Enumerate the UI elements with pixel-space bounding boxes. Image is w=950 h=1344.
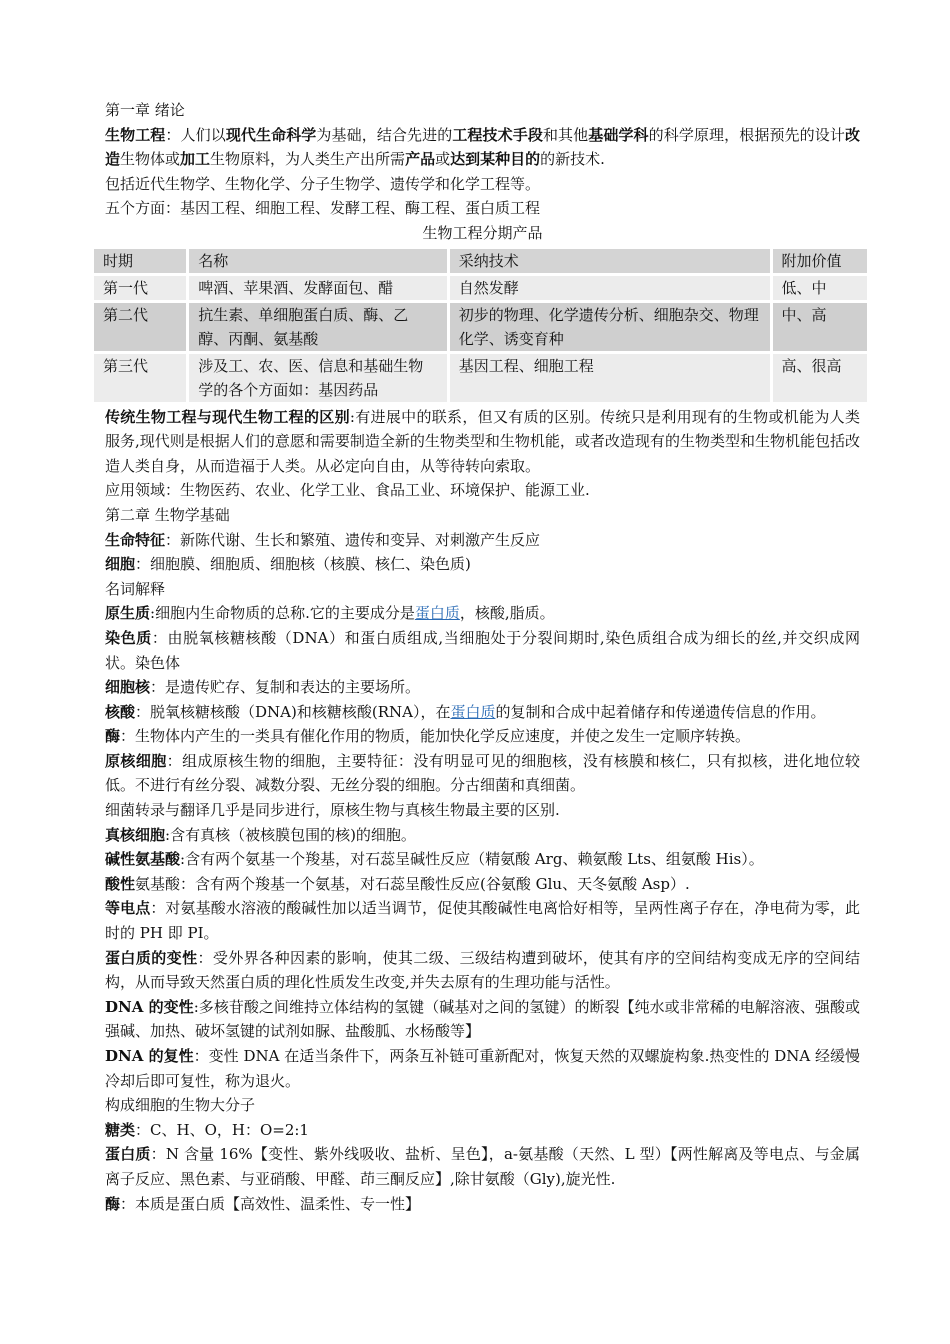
- includes-paragraph: 包括近代生物学、生物化学、分子生物学、遗传学和化学工程等。: [105, 174, 541, 193]
- header-cell: 附加价值: [773, 249, 867, 273]
- bacteria-note: 细菌转录与翻译几乎是同步进行，原核生物与真核生物最主要的区别.: [105, 801, 560, 820]
- bioengineering-definition: 生物工程：人们以现代生命科学为基础，结合先进的工程技术手段和其他基础学科的科学原理，根据预先的设计改造生物体或加工生物原料，为人类生产出所需产品或达到某种目的的新技术.: [105, 125, 860, 169]
- term-sugar: 糖类：C、H、O，H：O=2:1: [105, 1120, 309, 1139]
- macromolecules-heading: 构成细胞的生物大分子: [105, 1096, 256, 1115]
- difference-paragraph: 传统生物工程与现代生物工程的区别:有进展中的联系，但又有质的区别。传统只是利用现有的生物或机能为人类服务,现代则是根据人们的意愿和需要制造全新的生物类型和生物机能，或者改造现有的生物类型和生物机能包括改造人类自身，从而造福于人类。从必定向自由，从等待转向索取。: [105, 407, 860, 475]
- table-cell: 第二代: [94, 303, 186, 351]
- document-page: [105, 98, 860, 1216]
- term-protoplasm: 原生质:细胞内生命物质的总称.它的主要成分是蛋白质，核酸,脂质。: [105, 604, 555, 623]
- chapter2-heading: 第二章 生物学基础: [105, 505, 230, 524]
- table-cell: 初步的物理、化学遗传分析、细胞杂交、物理化学、诱变育种: [450, 303, 770, 351]
- term-dna-denaturation: DNA 的变性:多核苷酸之间维持立体结构的氢键（碱基对之间的氢键）的断裂【纯水或非常稀的电解溶液、强酸或强碱、加热、破坏氢键的试剂如脲、盐酸胍、水杨酸等】: [105, 997, 860, 1041]
- terms-heading: 名词解释: [105, 579, 166, 598]
- table-cell: 第三代: [94, 354, 186, 402]
- term-nucleic-acid: 核酸：脱氧核糖核酸（DNA)和核糖核酸(RNA），在蛋白质的复制和合成中起着储存和传递遗传信息的作用。: [105, 702, 826, 721]
- term-bioengineering: 生物工程: [105, 125, 166, 144]
- term-prokaryote: 原核细胞：组成原核生物的细胞，主要特征：没有明显可见的细胞核，没有核膜和核仁，只有拟核，进化地位较低。不进行有丝分裂、减数分裂、无丝分裂的细胞。分古细菌和真细菌。: [105, 751, 860, 795]
- cell-parts: 细胞：细胞膜、细胞质、细胞核（核膜、核仁、染色质): [105, 555, 471, 574]
- generations-table: [91, 246, 870, 405]
- term-nucleus: 细胞核：是遗传贮存、复制和表达的主要场所。: [105, 678, 421, 697]
- five-aspects-paragraph: 五个方面：基因工程、细胞工程、发酵工程、酶工程、蛋白质工程: [105, 199, 541, 218]
- term-enzyme: 酶：生物体内产生的一类具有催化作用的物质，能加快化学反应速度，并使之发生一定顺序转换。: [105, 727, 751, 746]
- term-eukaryote: 真核细胞:含有真核（被核膜包围的核)的细胞。: [105, 825, 416, 844]
- term-acidic-amino-acid: 酸性氨基酸：含有两个羧基一个氨基，对石蕊呈酸性反应(谷氨酸 Glu、天冬氨酸 Asp）.: [105, 874, 690, 893]
- table-cell: 涉及工、农、医、信息和基础生物学的各个方面如：基因药品: [189, 354, 447, 402]
- table-row: [94, 276, 867, 300]
- header-cell: 名称: [189, 249, 447, 273]
- table-cell: 啤酒、苹果酒、发酵面包、醋: [189, 276, 447, 300]
- table-cell: 中、高: [773, 303, 867, 351]
- term-protein: 蛋白质：N 含量 16%【变性、紫外线吸收、盐析、呈色】，a-氨基酸（天然、L 型）【两性解离及等电点、与金属离子反应、黑色素、与亚硝酸、甲醛、茚三酮反应】,除甘氨酸（Gly),旋光性.: [105, 1145, 860, 1188]
- term-dna-renaturation: DNA 的复性：变性 DNA 在适当条件下，两条互补链可重新配对，恢复天然的双螺旋构象.热变性的 DNA 经缓慢冷却后即可复性，称为退火。: [105, 1047, 860, 1090]
- protein-link[interactable]: 蛋白质: [414, 604, 460, 623]
- protein-link[interactable]: 蛋白质: [450, 702, 496, 721]
- table-cell: 基因工程、细胞工程: [450, 354, 770, 402]
- table-header-row: [94, 249, 867, 273]
- term-protein-denaturation: 蛋白质的变性：受外界各种因素的影响，使其二级、三级结构遭到破坏，使其有序的空间结构变成无序的空间结构，从而导致天然蛋白质的理化性质发生改变,并失去原有的生理功能与活性。: [105, 948, 860, 992]
- table-row: [94, 303, 867, 351]
- table-cell: 高、很高: [773, 354, 867, 402]
- chapter1-heading: 第一章 绪论: [105, 101, 185, 119]
- header-cell: 时期: [94, 249, 186, 273]
- term-enzyme-nature: 酶：本质是蛋白质【高效性、温柔性、专一性】: [105, 1194, 421, 1213]
- term-basic-amino-acid: 碱性氨基酸:含有两个氨基一个羧基，对石蕊呈碱性反应（精氨酸 Arg、赖氨酸 Lts、组氨酸 His）。: [105, 850, 764, 869]
- header-cell: 采纳技术: [450, 249, 770, 273]
- applications-paragraph: 应用领域：生物医药、农业、化学工业、食品工业、环境保护、能源工业.: [105, 481, 590, 500]
- term-chromatin: 染色质：由脱氧核糖核酸（DNA）和蛋白质组成,当细胞处于分裂间期时,染色质组合成为细长的丝,并交织成网状。染色体: [105, 628, 860, 672]
- life-features: 生命特征：新陈代谢、生长和繁殖、遗传和变异、对刺激产生反应: [105, 530, 541, 549]
- table-row: [94, 354, 867, 402]
- table-caption: 生物工程分期产品: [422, 223, 543, 242]
- table-cell: 自然发酵: [450, 276, 770, 300]
- term-isoelectric-point: 等电点：对氨基酸水溶液的酸碱性加以适当调节，促使其酸碱性电离恰好相等，呈两性离子存在，净电荷为零，此时的 PH 即 PI。: [105, 899, 860, 943]
- table-cell: 低、中: [773, 276, 867, 300]
- table-cell: 抗生素、单细胞蛋白质、酶、乙醇、丙酮、氨基酸: [189, 303, 447, 351]
- table-cell: 第一代: [94, 276, 186, 300]
